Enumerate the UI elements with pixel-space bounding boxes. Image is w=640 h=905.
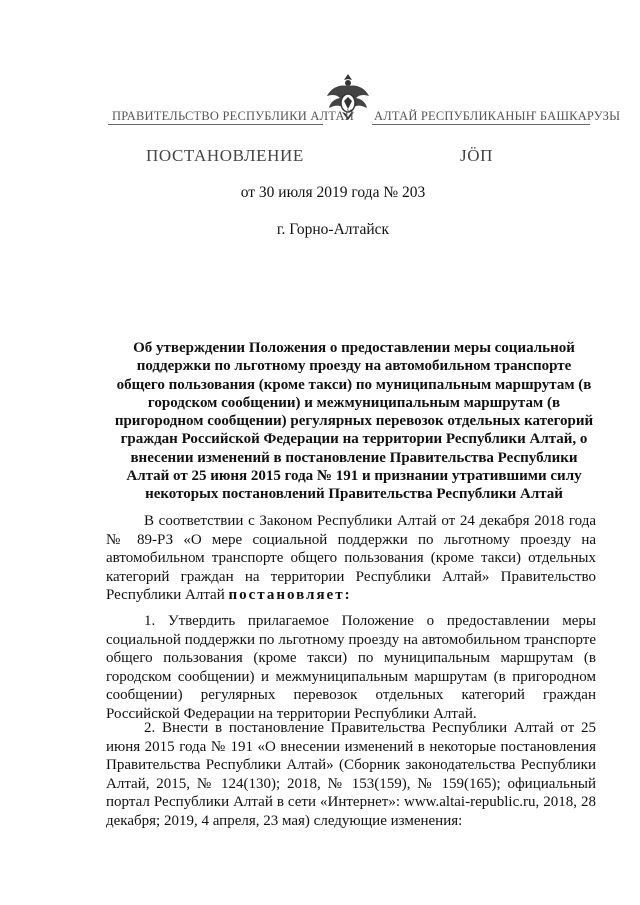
header-rule-left xyxy=(108,124,323,125)
decree-type-alt: ЈÖП xyxy=(460,146,493,165)
header-rule-right xyxy=(372,124,590,125)
header-government-alt: АЛТАЙ РЕСПУБЛИКАНЫҤ БАШКАРУЗЫ xyxy=(374,109,621,123)
item-1-paragraph: 1. Утвердить прилагаемое Положение о предоставлении меры социальной поддержки по льготному проезду на автомобильном транспорте общего пользования (кроме такси) по муниципальным маршрутам (в городском сообщении) и межмуниципальным маршрутам (в пригородном сообщении) регулярных перевозок отдельных категорий граждан Российской Федерации на территории Республики Алтай. xyxy=(106,613,596,722)
item-2-paragraph: 2. Внести в постановление Правительства Республики Алтай от 25 июня 2015 года № 191 «О внесении изменений в некоторые постановления Правительства Республики Алтай» (Сборник законодательства Республики Алтай, 2015, № 124(130); 2018, № 153(159), № 159(165); официальный портал Республики Алтай в сети «Интернет»: www.altai-republic.ru, 2018, 28 декабря; 2019, 4 апреля, 23 мая) следующие изменения: xyxy=(106,720,596,829)
decree-date-number: от 30 июля 2019 года № 203 xyxy=(240,184,426,201)
decree-word: постановляет: xyxy=(228,587,352,604)
decree-city: г. Горно-Алтайск xyxy=(276,221,390,238)
preamble-paragraph xyxy=(106,512,596,605)
decree-type-ru: ПОСТАНОВЛЕНИЕ xyxy=(146,146,304,165)
document-title: Об утверждении Положения о предоставлении меры социальной поддержки по льготному проезду на автомобильном транспорте общего пользования (кроме такси) по муниципальным маршрутам (в городском сообщении) и межмуниципальным маршрутам (в пригородном сообщении) регулярных перевозок отдельных категорий граждан Российской Федерации на территории Республики Алтай, о внесении изменений в постановление Правительства Республики Алтай от 25 июня 2015 года № 191 и признании утратившими силу некоторых постановлений Правительства Республики Алтай xyxy=(114,340,594,503)
preamble-text: В соответствии с Законом Республики Алтай от 24 декабря 2018 года № 89-РЗ «О мере социальной поддержки по льготному проезду на автомобильном транспорте общего пользования (кроме такси) отдельных категорий граждан на территории Республики Алтай» Правительство Республики Алтай xyxy=(106,513,596,604)
header-government-ru: ПРАВИТЕЛЬСТВО РЕСПУБЛИКИ АЛТАЙ xyxy=(112,109,354,123)
